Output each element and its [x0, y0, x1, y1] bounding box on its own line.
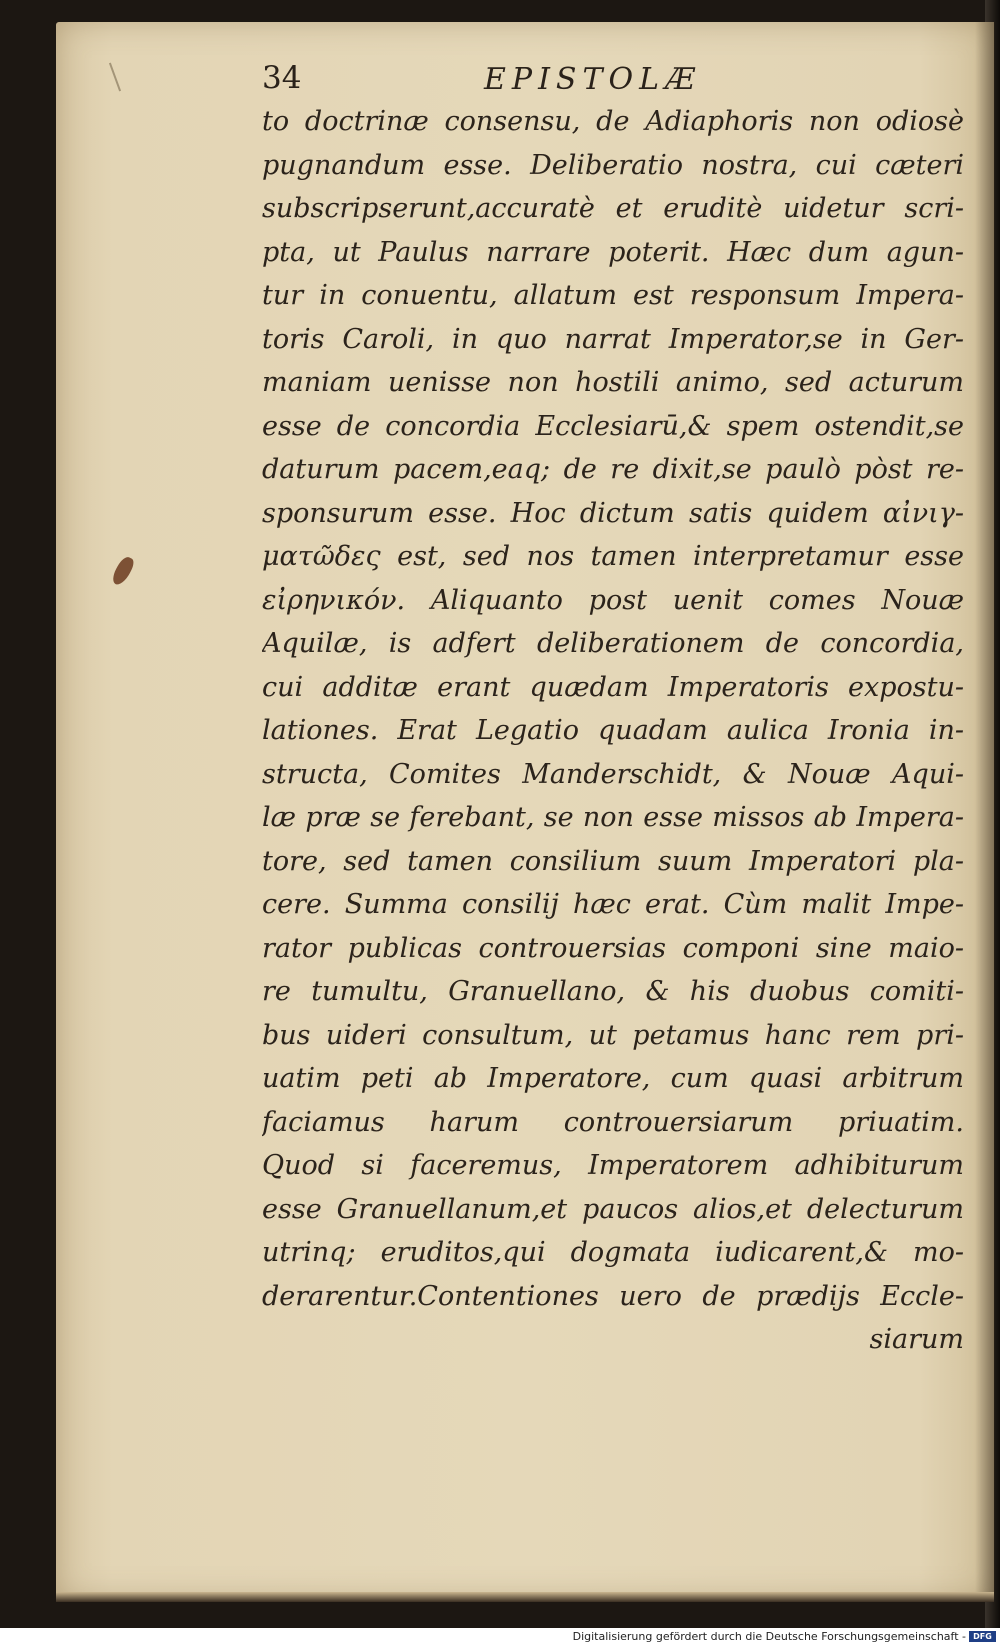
text-line: sponsurum esse. Hoc dictum satis quidem αἰνιγ- [262, 497, 964, 529]
text-line: re tumultu, Granuellano, & his duobus comiti- [262, 976, 964, 1007]
text-line: bus uideri consultum, ut petamus hanc rem pri- [262, 1019, 964, 1051]
text-line: læ præ se ferebant, se non esse missos ab Impera- [262, 802, 964, 833]
text-line: utrinq; eruditos,qui dogmata iudicarent,& mo- [262, 1237, 964, 1268]
text-line: cere. Summa consilij hæc erat. Cùm malit Impe- [262, 889, 964, 920]
text-line: tur in conuentu, allatum est responsum Impera- [262, 280, 964, 311]
text-line: rator publicas controuersias componi sine maio- [262, 932, 964, 964]
text-line: pta, ut Paulus narrare poterit. Hæc dum agun- [262, 236, 964, 268]
text-line: Quod si faceremus, Imperatorem adhibiturum [262, 1150, 964, 1181]
text-line: maniam uenisse non hostili animo, sed acturum [262, 367, 964, 398]
text-line: faciamus harum controuersiarum priuatim. [262, 1106, 964, 1138]
funding-notice: Digitalisierung gefördert durch die Deutsche Forschungsgemeinschaft - [572, 1630, 966, 1643]
text-line: cui additæ erant quædam Imperatoris expostu- [262, 671, 964, 703]
text-line: daturum pacem,eaq; de re dixit,se paulò pòst re- [262, 454, 964, 485]
text-line: εἰρηνικόν. Aliquanto post uenit comes Nouæ [262, 584, 964, 616]
running-head: EPISTOLÆ [484, 62, 702, 97]
catchword: siarum [869, 1324, 964, 1355]
text-line: derarentur.Contentiones uero de prædijs Eccle- [262, 1280, 964, 1312]
body-text [262, 100, 964, 1362]
text-line: uatim peti ab Imperatore, cum quasi arbitrum [262, 1063, 964, 1094]
text-line: ματῶδες est, sed nos tamen interpretamur esse [262, 541, 964, 572]
page-number: 34 [262, 60, 302, 96]
text-line: structa, Comites Manderschidt, & Nouæ Aqui- [262, 758, 964, 790]
text-line: subscripserunt,accuratè et eruditè uidetur scri- [262, 193, 964, 224]
text-line: Aquilæ, is adfert deliberationem de concordia, [262, 628, 964, 659]
dfg-logo: DFG [969, 1631, 996, 1642]
text-line: lationes. Erat Legatio quadam aulica Ironia in- [262, 715, 964, 746]
page-bottom-edge [56, 1592, 994, 1602]
text-line: toris Caroli, in quo narrat Imperator,se in Ger- [262, 323, 964, 355]
text-line: esse Granuellanum,et paucos alios,et delecturum [262, 1193, 964, 1225]
footer-bar [0, 1628, 1000, 1646]
text-line: esse de concordia Ecclesiarū,& spem ostendit,se [262, 410, 964, 442]
text-line: pugnandum esse. Deliberatio nostra, cui cæteri [262, 149, 964, 181]
text-line: tore, sed tamen consilium suum Imperatori pla- [262, 845, 964, 877]
page-shadow [975, 22, 995, 1599]
text-line: to doctrinæ consensu, de Adiaphoris non odiosè [262, 106, 964, 137]
